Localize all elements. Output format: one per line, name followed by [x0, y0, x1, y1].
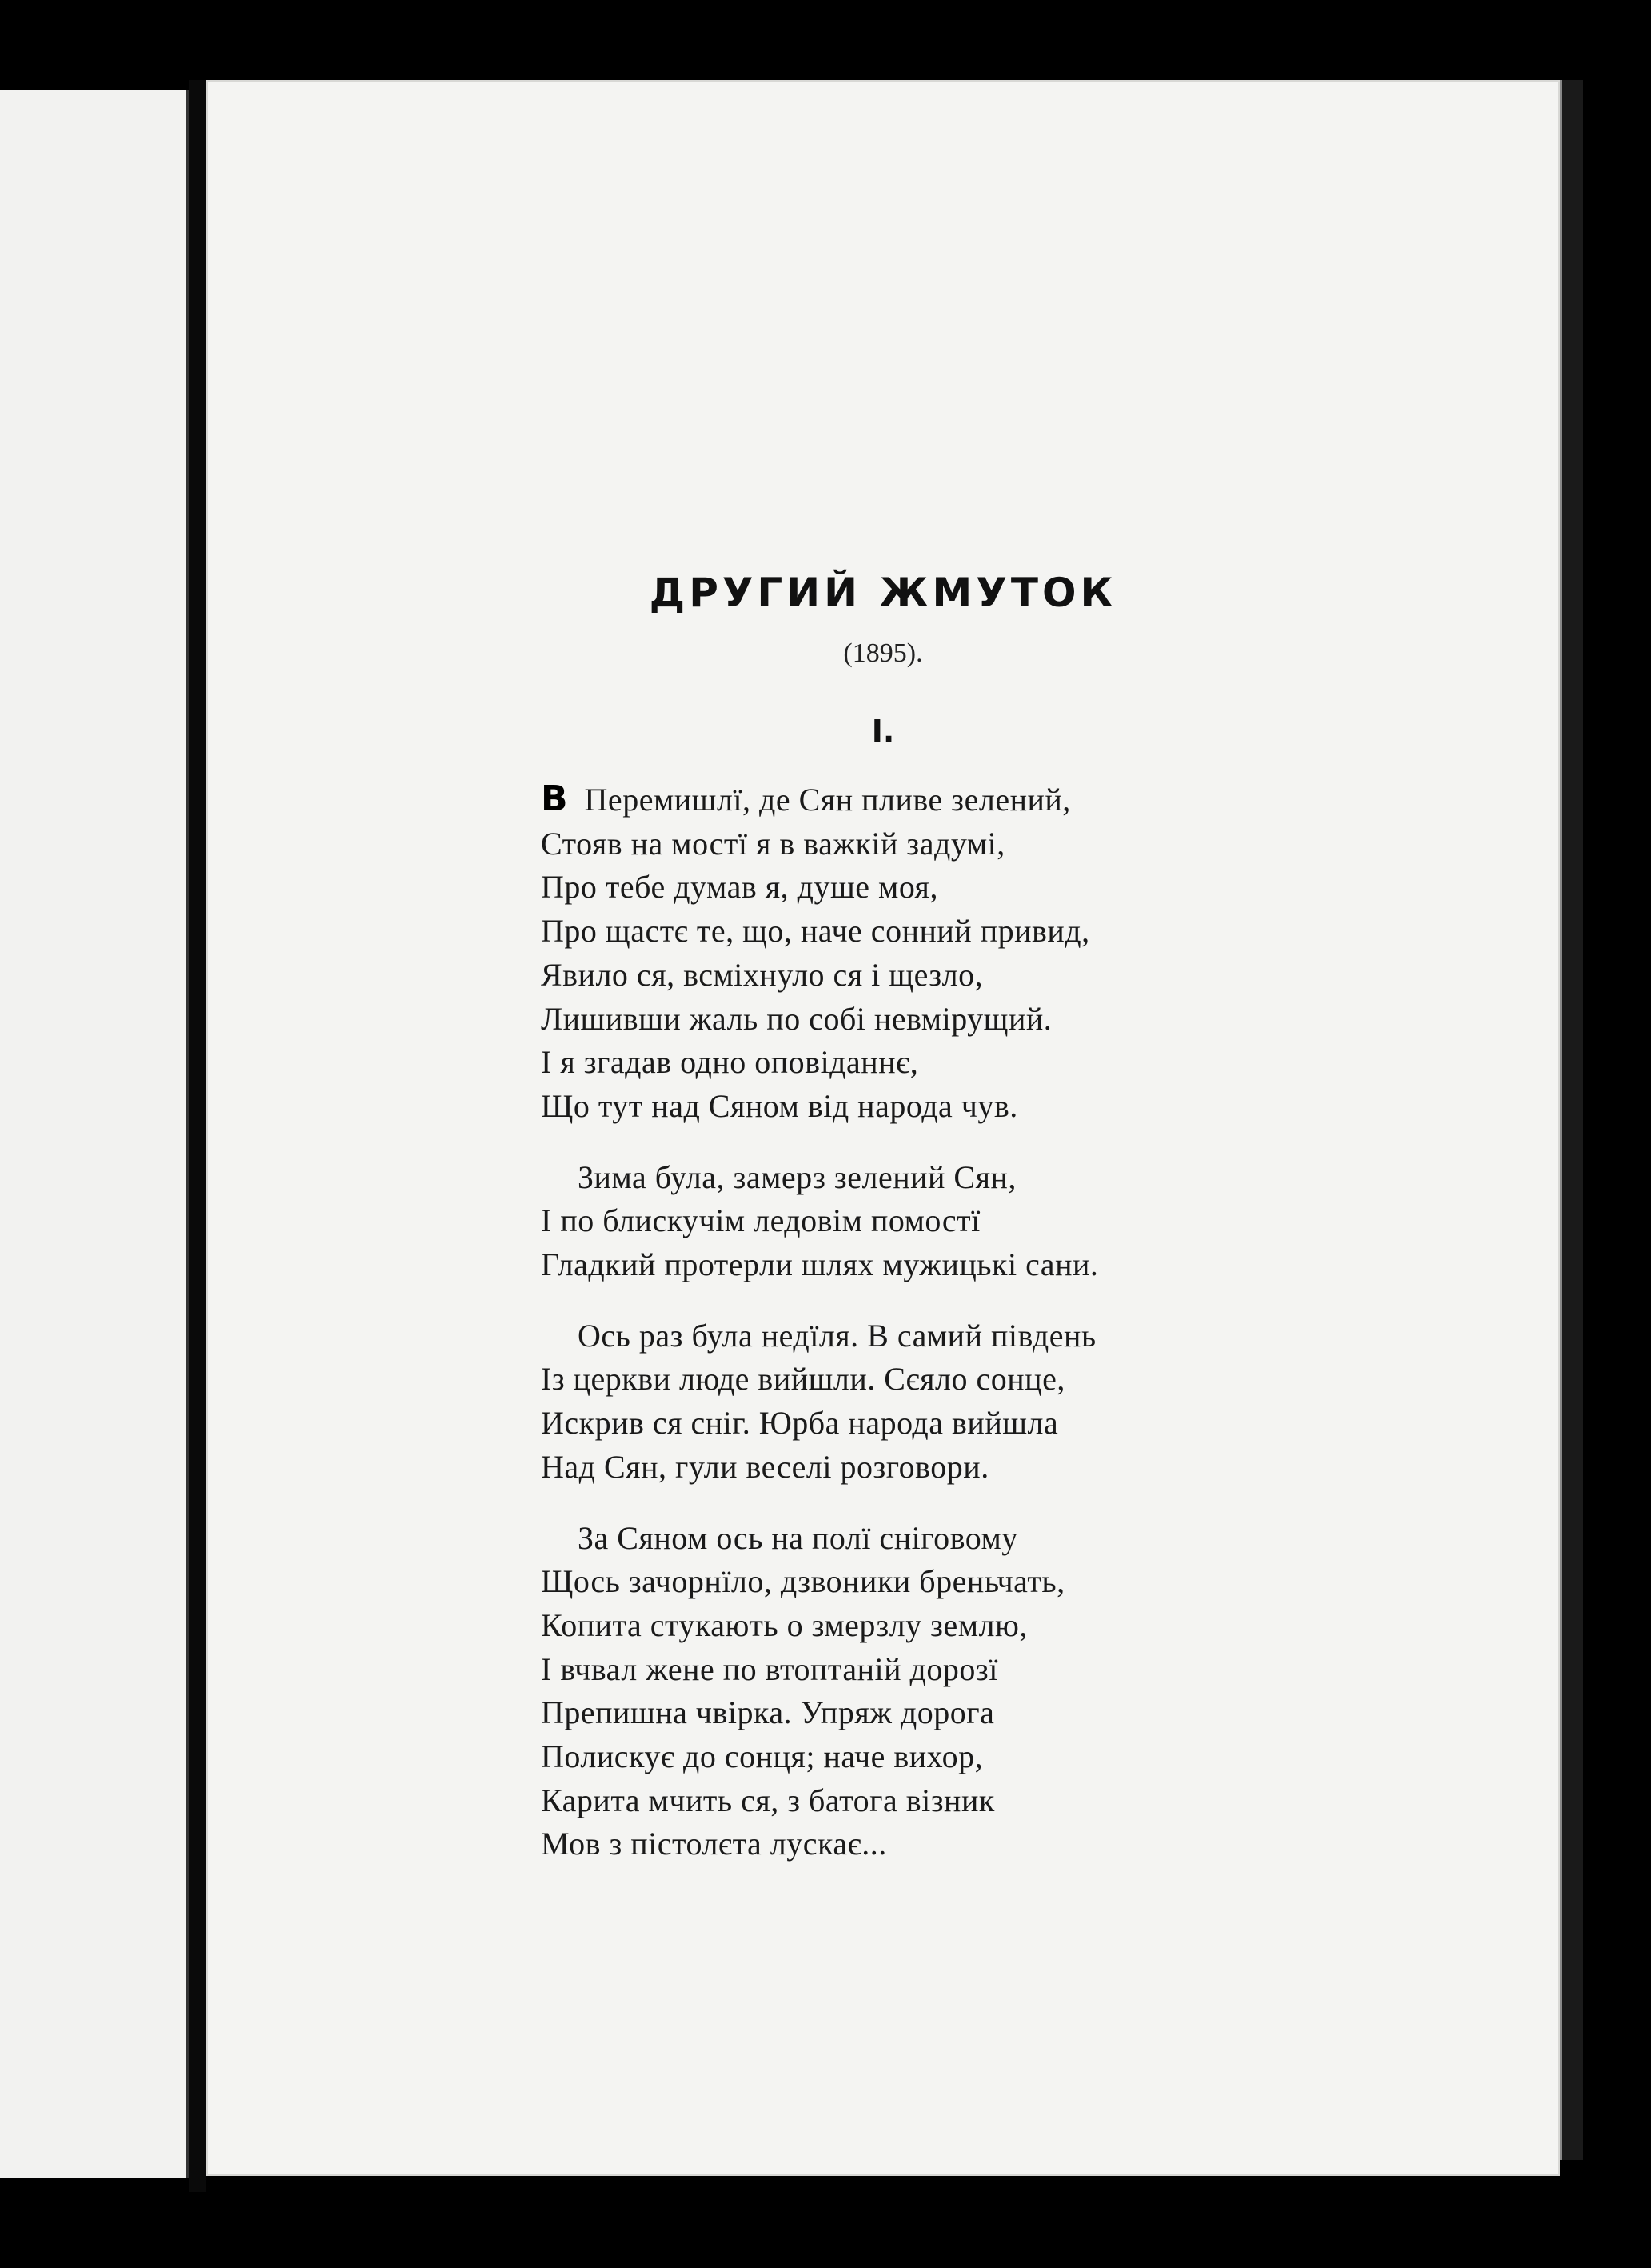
poem-line: Над Сян, гули веселі розговори. — [541, 1448, 989, 1485]
right-page-edge — [1560, 80, 1583, 2160]
stanza-2 — [541, 1156, 1501, 1287]
chapter-title: ДРУГИЙ ЖМУТОК — [649, 570, 1117, 616]
poem-line: Із церкви люде вийшли. Сєяло сонце, — [541, 1361, 1065, 1398]
poem-line: Препишна чвірка. Упряж дорога — [541, 1694, 995, 1731]
poem-line: Копита стукають о змерзлу землю, — [541, 1606, 1028, 1643]
poem-line: Полискує до сонця; наче вихор, — [541, 1738, 984, 1775]
poem-line: Про тебе думав я, душе моя, — [541, 869, 938, 906]
poem-line: Що тут над Сяном від народа чув. — [541, 1087, 1018, 1124]
poem-line: І по блискучім ледовім помостї — [541, 1202, 981, 1239]
poem-line: Стояв на мостї я в важкій задумі, — [541, 825, 1005, 862]
poem-line: Гладкий протерли шлях мужицькі сани. — [541, 1246, 1099, 1283]
stanza-1 — [541, 778, 1501, 1129]
stanza-4 — [541, 1517, 1501, 1867]
poem-line: І я згадав одно оповіданнє, — [541, 1044, 919, 1081]
poem-body — [541, 778, 1501, 1894]
poem-line: І вчвал жене по втоптаній дорозї — [541, 1650, 998, 1687]
poem-line: Щось зачорнїло, дзвоники бреньчать, — [541, 1563, 1065, 1600]
poem-line: Ось раз була недїля. В самий південь — [578, 1317, 1097, 1354]
poem-line: За Сяном ось на полї сніговому — [578, 1519, 1018, 1556]
poem-line: Зима була, замерз зелений Сян, — [578, 1158, 1017, 1195]
section-number: I. — [871, 714, 895, 749]
poem-line — [541, 778, 1501, 822]
poem-line: Про щастє те, що, наче сонний привид, — [541, 913, 1090, 950]
poem-line: Явило ся, всміхнуло ся і щезло, — [541, 956, 984, 993]
left-page-edge — [0, 90, 189, 2178]
book-page — [206, 80, 1560, 2176]
poem-line-text: Перемишлї, де Сян пливе зелений, — [576, 782, 1071, 818]
drop-cap: В — [541, 778, 569, 819]
stanza-3 — [541, 1314, 1501, 1490]
chapter-year: (1895). — [843, 638, 923, 668]
poem-line: Искрив ся сніг. Юрба народа вийшла — [541, 1405, 1059, 1442]
poem-line: Карита мчить ся, з батога візник — [541, 1782, 995, 1818]
book-gutter — [189, 80, 206, 2192]
poem-line: Лишивши жаль по собі невмірущий. — [541, 1000, 1053, 1037]
poem-line: Мов з пістолєта лускає... — [541, 1826, 887, 1862]
